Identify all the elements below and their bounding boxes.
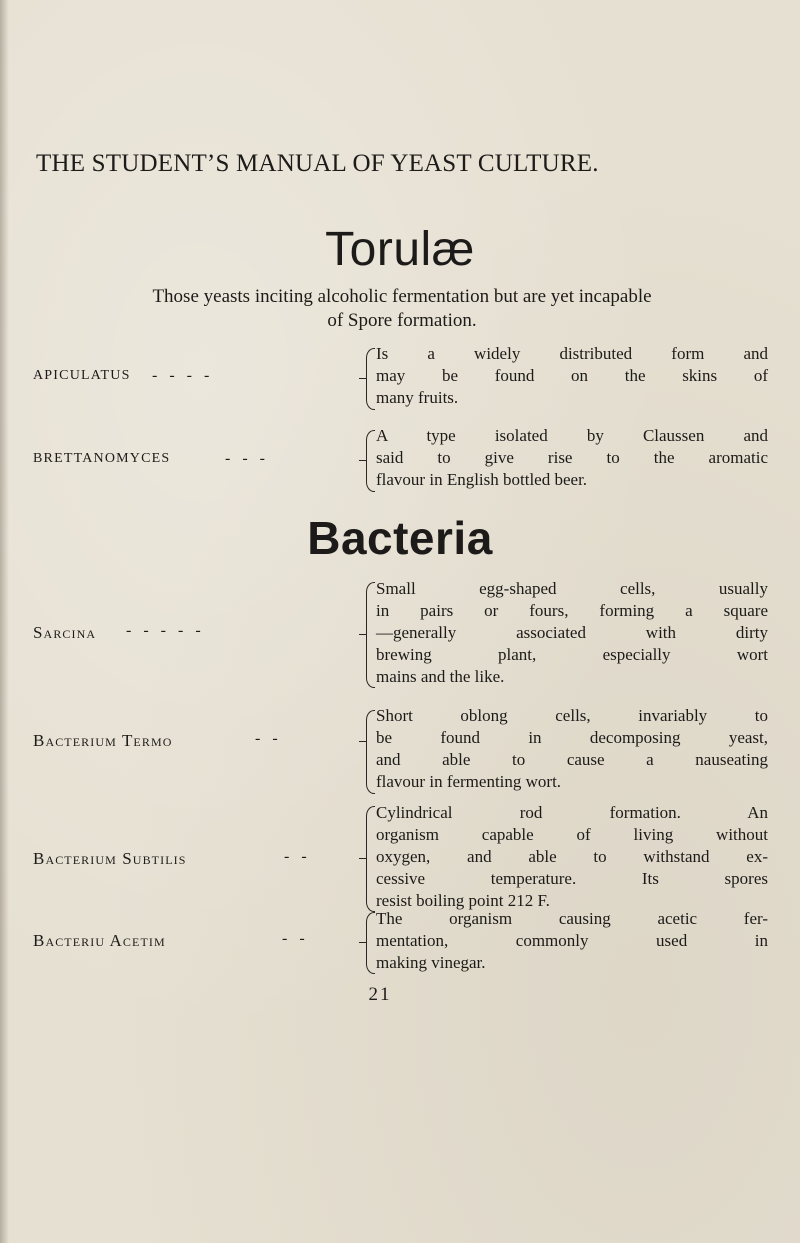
description-line: Small egg-shaped cells, usually bbox=[376, 579, 768, 598]
torulae-intro-line: Those yeasts inciting alcoholic fermentation but are yet incapable bbox=[152, 286, 652, 307]
entry-description bbox=[376, 343, 768, 409]
section-title-torulae: Torulæ bbox=[325, 223, 475, 276]
description-line: —generally associated with dirty bbox=[376, 623, 768, 642]
entry-description bbox=[376, 802, 768, 912]
entry-leader-dashes: - - - bbox=[225, 450, 265, 467]
description-line: oxygen, and able to withstand ex- bbox=[376, 847, 768, 866]
entry-leader-dashes: - - bbox=[282, 930, 305, 947]
entry-description bbox=[376, 425, 768, 491]
description-line: may be found on the skins of bbox=[376, 366, 768, 385]
entry-brace-tip bbox=[359, 634, 367, 635]
description-line: brewing plant, especially wort bbox=[376, 645, 768, 664]
description-line: be found in decomposing yeast, bbox=[376, 728, 768, 747]
description-line: mentation, commonly used in bbox=[376, 931, 768, 950]
description-line: cessive temperature. Its spores bbox=[376, 869, 768, 888]
description-line: mains and the like. bbox=[376, 667, 505, 686]
description-line: organism capable of living without bbox=[376, 825, 768, 844]
entry-brace bbox=[366, 806, 375, 912]
entry-term: Bacteriu Acetim bbox=[33, 931, 166, 950]
entry-term: APICULATUS bbox=[33, 368, 131, 383]
entry-term: Sarcina bbox=[33, 623, 97, 642]
page-gutter-shadow bbox=[0, 0, 9, 1243]
description-line: A type isolated by Claussen and bbox=[376, 426, 768, 445]
description-line: resist boiling point 212 F. bbox=[376, 891, 550, 910]
entry-leader-dashes: - - bbox=[284, 848, 307, 865]
description-line: in pairs or fours, forming a square bbox=[376, 601, 768, 620]
torulae-intro bbox=[36, 285, 768, 333]
entry-description bbox=[376, 908, 768, 974]
entry-leader-dashes: - - - - - bbox=[126, 622, 201, 639]
entry-leader-dashes: - - bbox=[255, 730, 278, 747]
entry-term: Bacterium Termo bbox=[33, 731, 173, 750]
page-number: 21 bbox=[368, 984, 392, 1005]
description-line: Is a widely distributed form and bbox=[376, 344, 768, 363]
entry-brace bbox=[366, 430, 375, 492]
description-line: many fruits. bbox=[376, 388, 459, 407]
entry-brace-tip bbox=[359, 858, 367, 859]
entry-brace bbox=[366, 710, 375, 794]
description-line: said to give rise to the aromatic bbox=[376, 448, 768, 467]
entry-term: BRETTANOMYCES bbox=[33, 451, 171, 466]
description-line: Short oblong cells, invariably to bbox=[376, 706, 768, 725]
description-line: flavour in English bottled beer. bbox=[376, 470, 588, 489]
entry-brace-tip bbox=[359, 378, 367, 379]
entry-leader-dashes: - - - - bbox=[152, 367, 210, 384]
entry-brace-tip bbox=[359, 942, 367, 943]
description-line: flavour in fermenting wort. bbox=[376, 772, 562, 791]
entry-brace-tip bbox=[359, 460, 367, 461]
description-line: making vinegar. bbox=[376, 953, 486, 972]
entry-description bbox=[376, 578, 768, 688]
running-head: THE STUDENT’S MANUAL OF YEAST CULTURE. bbox=[36, 150, 599, 177]
entry-brace bbox=[366, 582, 375, 688]
section-title-bacteria: Bacteria bbox=[307, 512, 493, 564]
description-line: and able to cause a nauseating bbox=[376, 750, 768, 769]
description-line: The organism causing acetic fer- bbox=[376, 909, 768, 928]
entry-brace bbox=[366, 912, 375, 974]
description-line: Cylindrical rod formation. An bbox=[376, 803, 768, 822]
torulae-intro-line: of Spore formation. bbox=[327, 310, 477, 331]
entry-brace-tip bbox=[359, 741, 367, 742]
entry-term: Bacterium Subtilis bbox=[33, 849, 187, 868]
entry-brace bbox=[366, 348, 375, 410]
entry-description bbox=[376, 705, 768, 793]
